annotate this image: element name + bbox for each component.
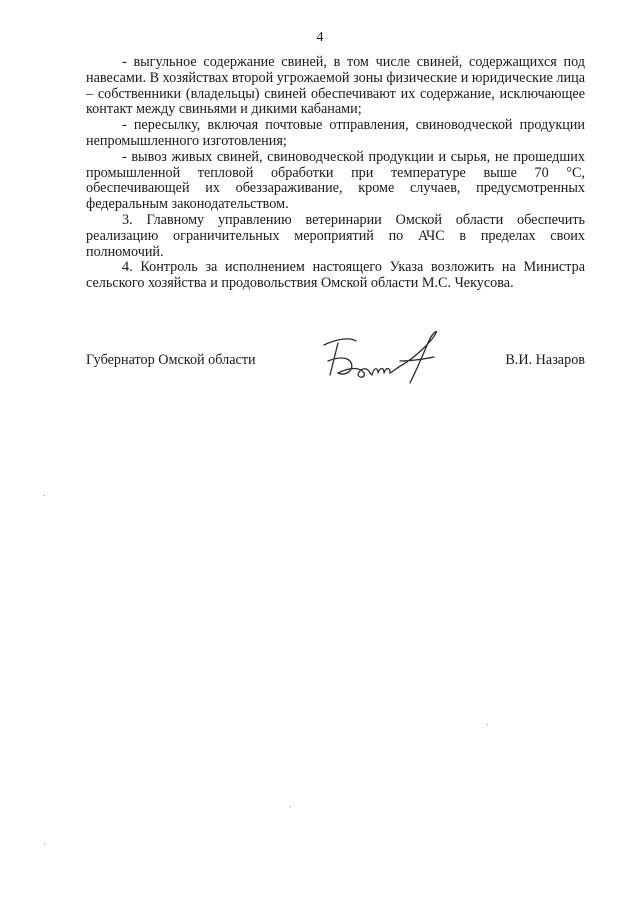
paragraph-export-ban: - вывоз живых свиней, свиноводческой продукции и сырья, не прошедших промышленной тепловой обработки при температуре выше 70 °С, обеспечивающей их обеззараживание, кроме случаев, предусмотренных федеральным законодательством. — [86, 148, 585, 213]
scan-speck — [44, 495, 45, 496]
scan-speck — [487, 724, 488, 725]
paragraph-shipping-ban: - пересылку, включая почтовые отправления, свиноводческой продукции непромышленного изготовления; — [86, 117, 585, 149]
document-body — [86, 55, 585, 292]
scan-speck — [290, 806, 291, 807]
signer-name: В.И. Назаров — [505, 352, 585, 368]
page-number: 4 — [316, 30, 324, 45]
paragraph-item-4: 4. Контроль за исполнением настоящего Указа возложить на Министра сельского хозяйства и продовольствия Омской области М.С. Чекусова. — [86, 259, 585, 292]
signer-position-title: Губернатор Омской области — [86, 352, 256, 368]
handwritten-signature — [316, 327, 456, 387]
paragraph-outdoor-keeping: - выгульное содержание свиней, в том числе свиней, содержащихся под навесами. В хозяйствах второй угрожаемой зоны физические и юридические лица – собственники (владельцы) свиней обеспечивают их содержание, исключающее контакт между свиньями и дикими кабанами; — [86, 54, 585, 118]
paragraph-item-3: 3. Главному управлению ветеринарии Омской области обеспечить реализацию ограничительных мероприятий по АЧС в пределах своих полномочий. — [86, 211, 585, 260]
scan-speck — [44, 843, 45, 844]
